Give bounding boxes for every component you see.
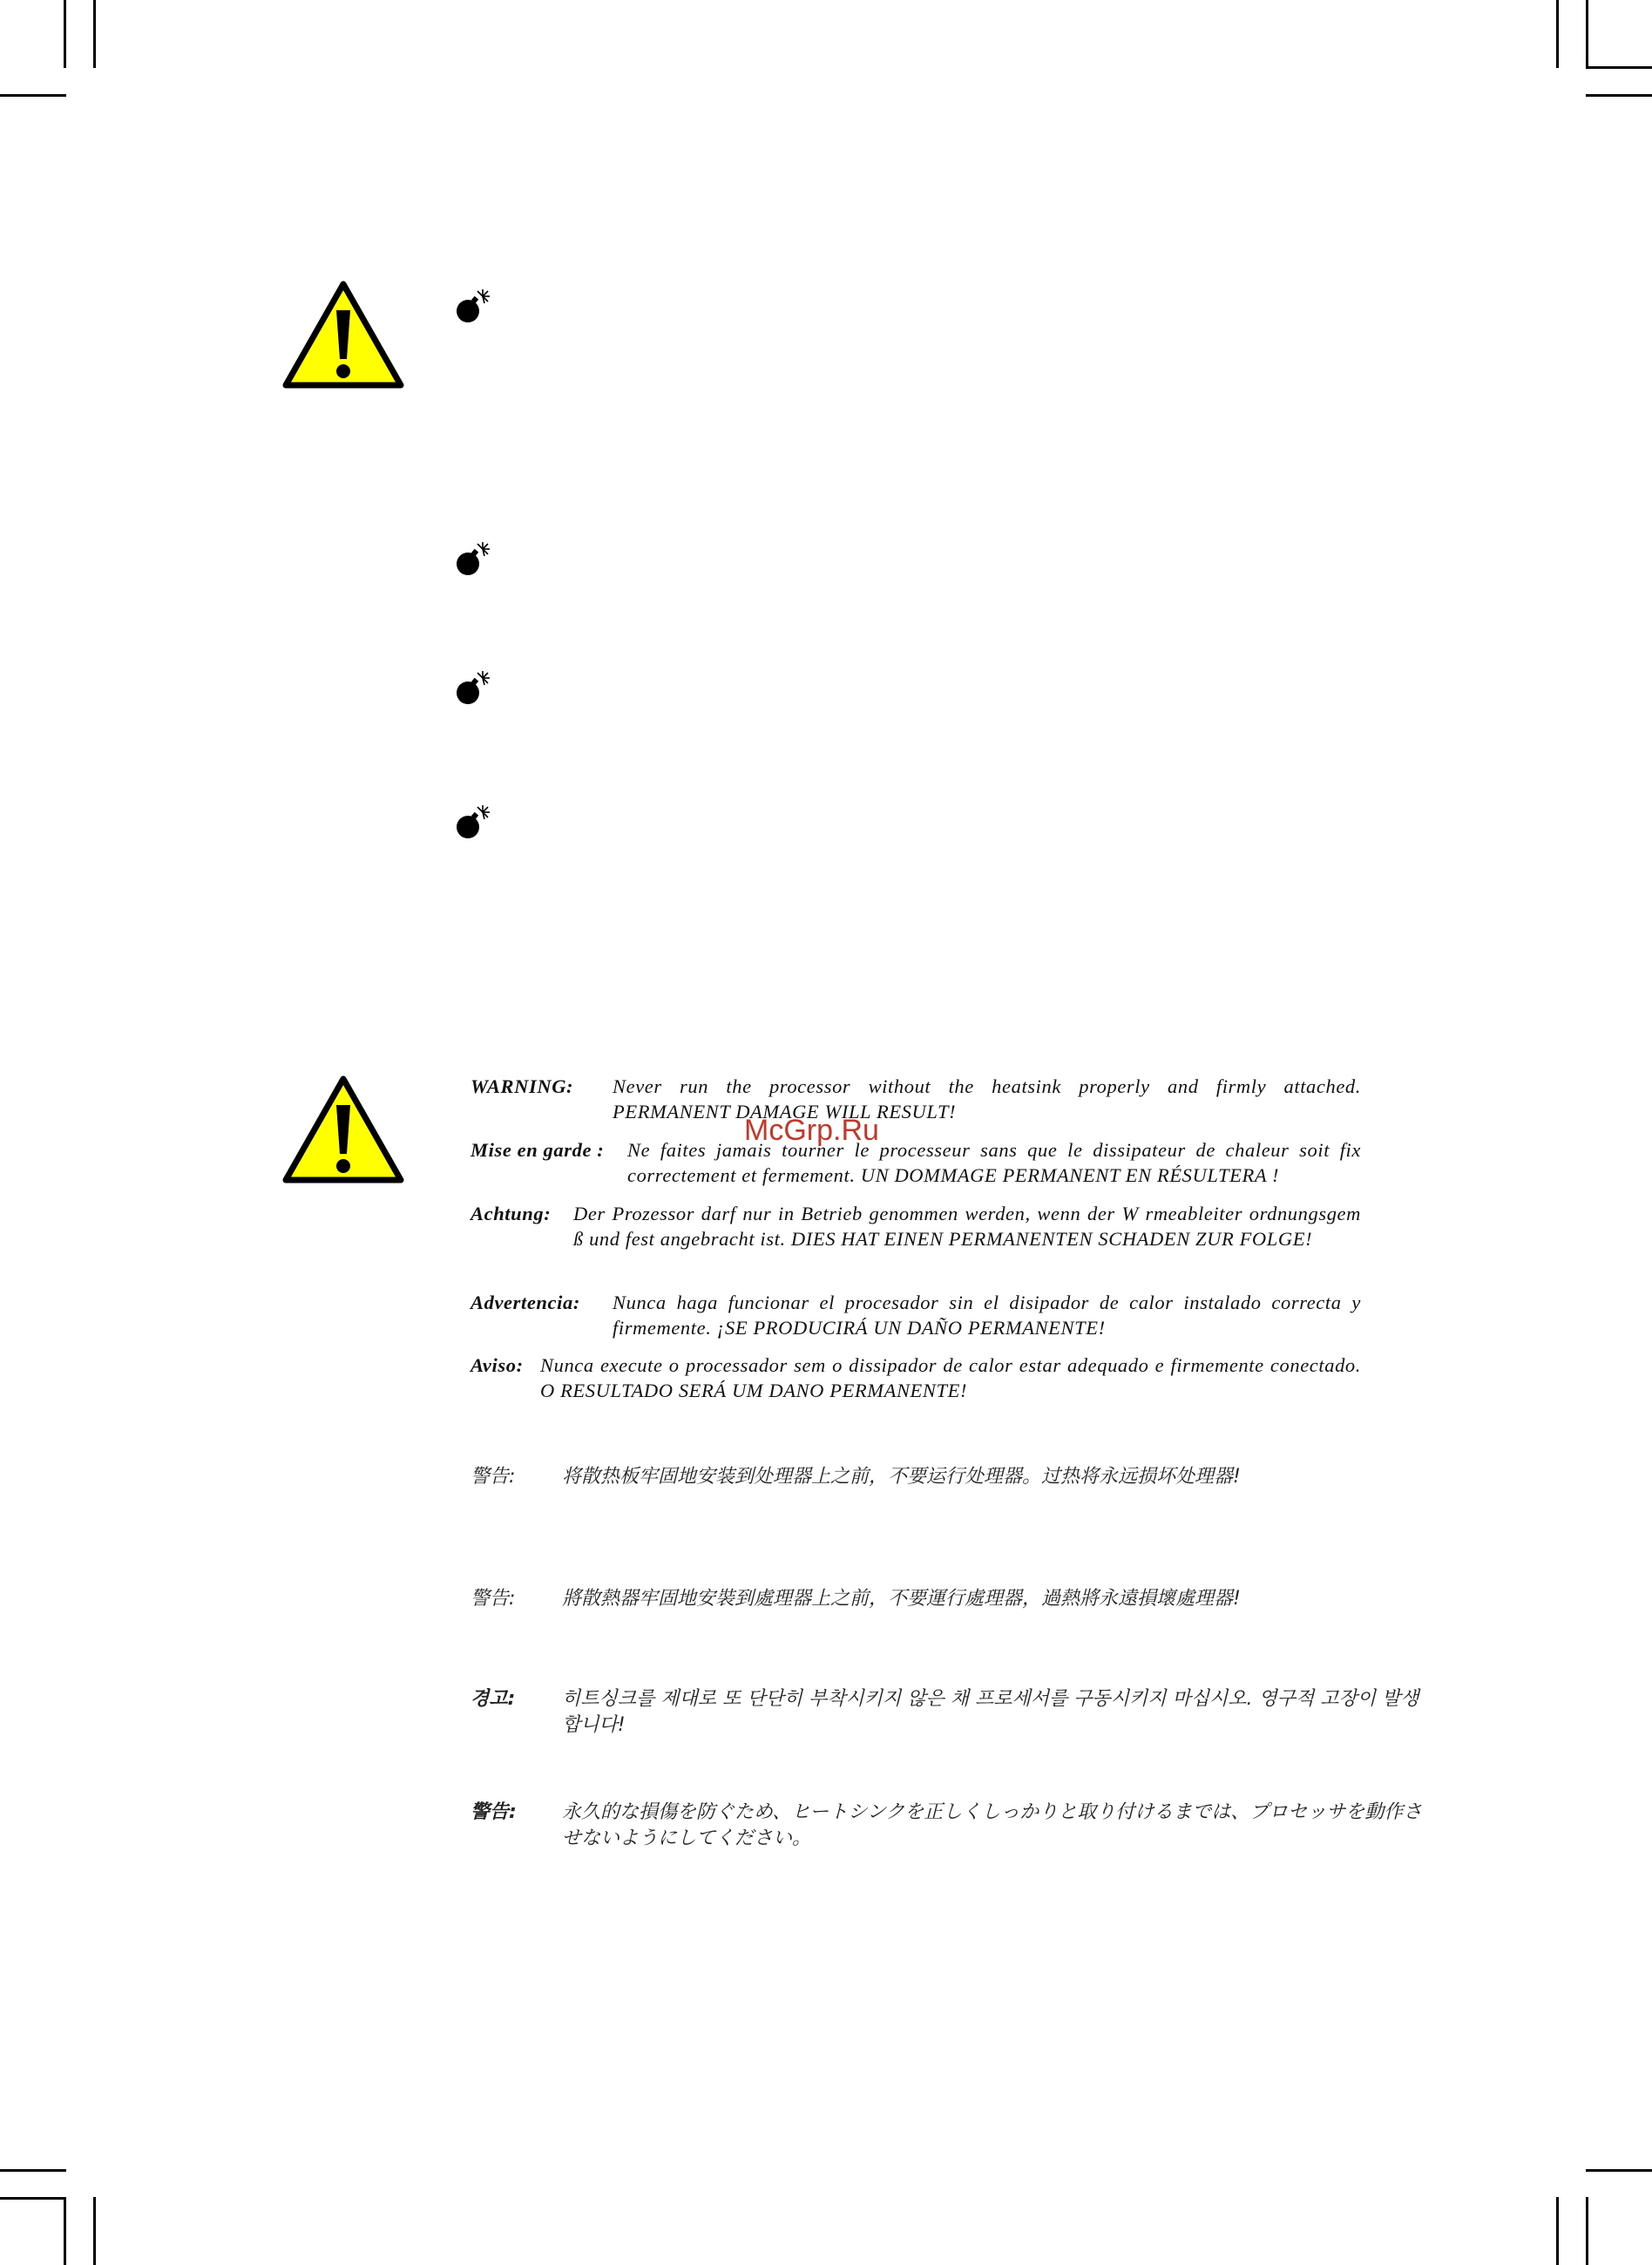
crop-mark <box>1586 2169 1652 2172</box>
notice-label: 警告: <box>471 1588 516 1610</box>
bomb-icon <box>455 669 491 706</box>
notice-body: 히트싱크를 제대로 또 단단히 부착시키지 않은 채 프로세서를 구동시키지 마십시오. 영구적 고장이 발생합니다! <box>562 1688 1419 1736</box>
notice-label: WARNING: <box>471 1075 574 1097</box>
bomb-icon <box>455 288 491 324</box>
watermark: McGrp.Ru <box>744 1114 879 1147</box>
warning-notice-de <box>471 1201 1361 1251</box>
warning-notice-en <box>471 1074 1361 1124</box>
notice-label: Achtung: <box>471 1203 552 1224</box>
notice-label: 警告: <box>471 1801 517 1823</box>
bomb-icon <box>455 540 491 577</box>
notice-body: Nunca execute o processador sem o dissipador de calor estar adequado e firmemente conectado. O RESULTADO SERÁ UM DANO PERMANENTE! <box>540 1354 1361 1401</box>
crop-mark <box>93 0 96 68</box>
notice-body: 永久的な損傷を防ぐため、ヒートシンクを正しくしっかりと取り付けるまでは、プロセッサを動作させないようにしてください。 <box>562 1801 1423 1849</box>
notice-body: 将散热板牢固地安装到处理器上之前，不要运行处理器。过热将永远损坏处理器! <box>562 1466 1241 1488</box>
crop-mark <box>1556 2197 1559 2265</box>
crop-mark <box>1586 0 1588 68</box>
crop-mark <box>0 2197 66 2200</box>
crop-mark <box>1556 0 1559 68</box>
crop-mark <box>64 0 66 68</box>
crop-mark <box>0 2169 66 2172</box>
warning-notice-es <box>471 1290 1361 1340</box>
notice-label: 경고: <box>471 1688 516 1710</box>
notice-body: Der Prozessor darf nur in Betrieb genommen werden, wenn der W rmeableiter ordnungsgem ß und fest angebracht ist. DIES HAT EINEN PERMANENTEN SCHADEN ZUR FOLGE! <box>573 1203 1361 1250</box>
crop-mark <box>64 2197 66 2265</box>
notice-body: Nunca haga funcionar el procesador sin el disipador de calor instalado correcta y firmemente. ¡SE PRODUCIRÁ UN DAÑO PERMANENTE! <box>613 1292 1361 1339</box>
notice-label: 警告: <box>471 1466 516 1488</box>
warning-notice-pt <box>471 1353 1361 1403</box>
bomb-icon <box>455 804 491 840</box>
notice-body: 將散熱器牢固地安裝到處理器上之前，不要運行處理器，過熱將永遠損壞處理器! <box>562 1588 1241 1610</box>
notice-body: Never run the processor without the heatsink properly and firmly attached. PERMANENT DAMAGE WILL RESULT! <box>613 1075 1361 1122</box>
crop-mark <box>1586 2197 1588 2265</box>
warning-triangle-icon <box>281 279 406 390</box>
notice-label: Advertencia: <box>471 1292 580 1313</box>
crop-mark <box>0 94 66 97</box>
warning-notice-fr <box>471 1137 1361 1188</box>
warning-triangle-icon <box>281 1074 406 1185</box>
notice-label: Aviso: <box>471 1354 524 1376</box>
crop-mark <box>1586 66 1652 69</box>
notice-label: Mise en garde : <box>471 1139 605 1161</box>
crop-mark <box>1586 94 1652 97</box>
crop-mark <box>93 2197 96 2265</box>
notice-body: Ne faites jamais tourner le processeur sans que le dissipateur de chaleur soit fix correctement et fermement. UN DOMMAGE PERMANENT EN RÉSULTERA ! <box>627 1139 1361 1186</box>
